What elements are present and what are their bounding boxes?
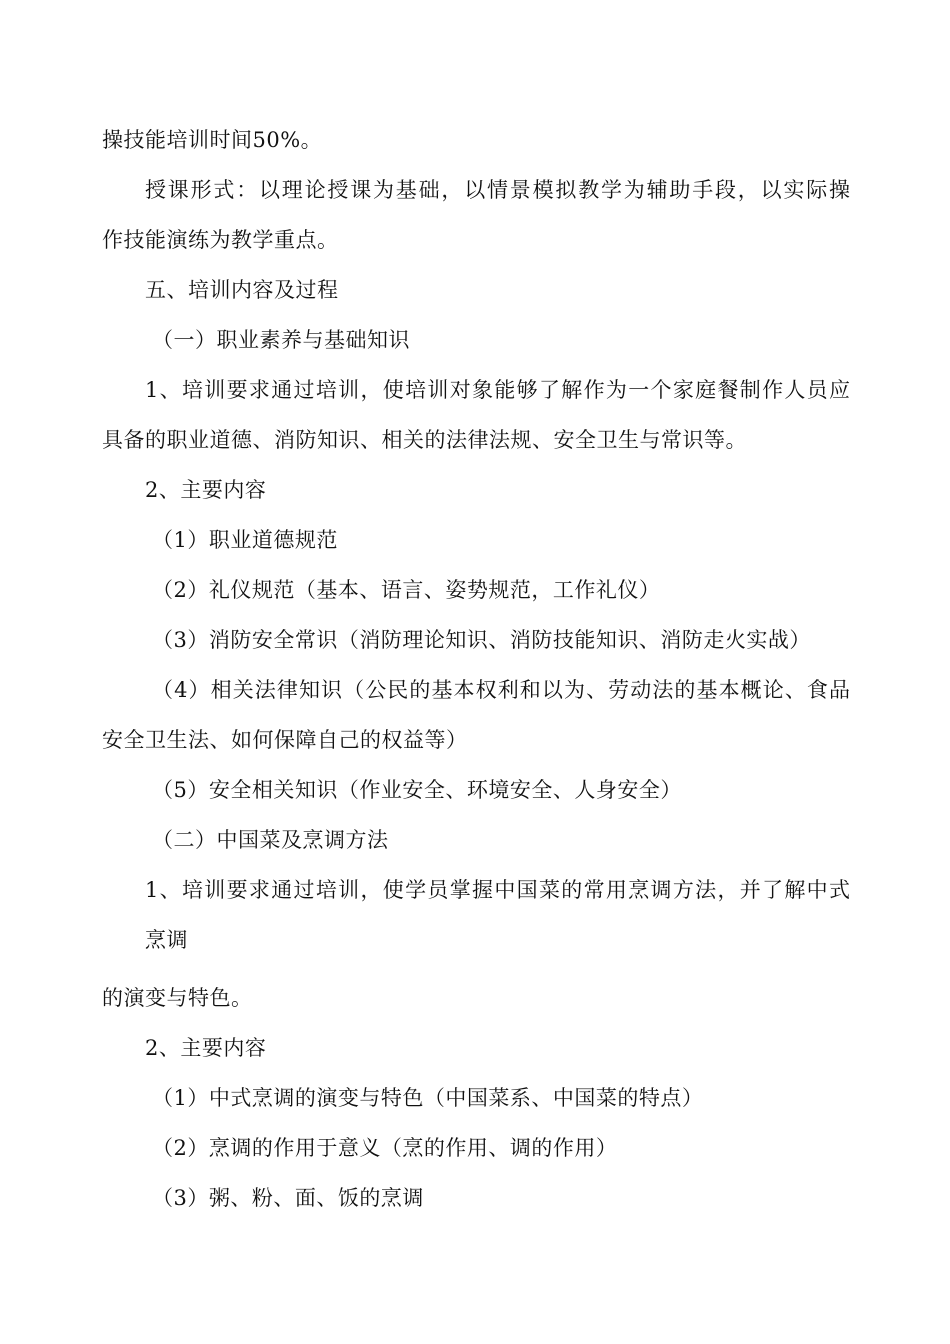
text-line: 作技能演练为教学重点。 (102, 228, 339, 252)
list-item: （1）中式烹调的演变与特色（中国菜系、中国菜的特点） (152, 1086, 704, 1110)
list-item: （2）烹调的作用于意义（烹的作用、调的作用） (152, 1136, 618, 1160)
subsection-heading: （一）职业素养与基础知识 (152, 328, 410, 352)
list-heading: 2、主要内容 (145, 478, 267, 502)
section-heading: 五、培训内容及过程 (145, 278, 339, 302)
list-item: （5）安全相关知识（作业安全、环境安全、人身安全） (152, 778, 682, 802)
list-item: （3）粥、粉、面、饭的烹调 (152, 1186, 424, 1210)
text-line: 操技能培训时间50%。 (102, 128, 323, 152)
text-line: 的演变与特色。 (102, 986, 253, 1010)
text-line: 烹调 (145, 928, 188, 952)
list-item: （1）职业道德规范 (152, 528, 338, 552)
text-line: 具备的职业道德、消防知识、相关的法律法规、安全卫生与常识等。 (102, 428, 747, 452)
paragraph-training-requirement: 1、培训要求通过培训，使学员掌握中国菜的常用烹调方法，并了解中式 (145, 878, 850, 902)
list-item: （4）相关法律知识（公民的基本权利和以为、劳动法的基本概论、食品 (152, 678, 850, 702)
paragraph-teaching-format: 授课形式：以理论授课为基础，以情景模拟教学为辅助手段，以实际操 (145, 178, 850, 202)
paragraph-training-requirement: 1、培训要求通过培训，使培训对象能够了解作为一个家庭餐制作人员应 (145, 378, 850, 402)
list-item: （3）消防安全常识（消防理论知识、消防技能知识、消防走火实战） (152, 628, 811, 652)
list-item: （2）礼仪规范（基本、语言、姿势规范，工作礼仪） (152, 578, 661, 602)
text-line: 安全卫生法、如何保障自己的权益等） (102, 728, 468, 752)
list-heading: 2、主要内容 (145, 1036, 267, 1060)
subsection-heading: （二）中国菜及烹调方法 (152, 828, 389, 852)
